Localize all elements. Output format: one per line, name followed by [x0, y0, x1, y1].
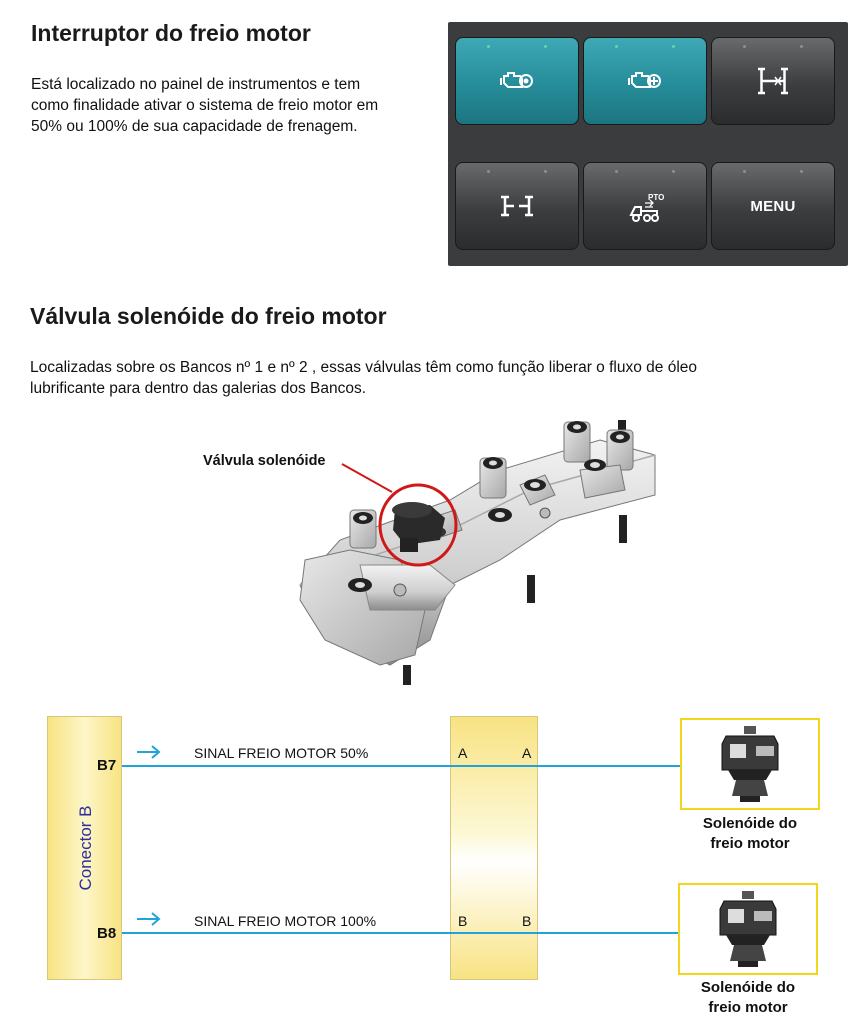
- terminal-b-right: B: [522, 913, 532, 929]
- section2-text-line2: lubrificante para dentro das galerias dos Bancos.: [30, 380, 367, 397]
- solenoid-caption-1: [680, 814, 820, 854]
- solenoid-box-1: [680, 718, 820, 810]
- axle-lock-button[interactable]: [455, 162, 579, 250]
- section2-text-line1: Localizadas sobre os Bancos nº 1 e nº 2 , essas válvulas têm como função liberar o fluxo de óleo: [30, 359, 697, 376]
- terminal-b-left: B: [458, 913, 468, 929]
- engine-brake-100-button[interactable]: [583, 37, 707, 125]
- solenoid-callout-label: Válvula solenóide: [203, 453, 326, 469]
- section1-text-line1: Está localizado no painel de instrumentos e tem: [31, 76, 361, 93]
- engine-brake-50-icon: [498, 68, 536, 94]
- differential-lock-icon: [753, 66, 793, 96]
- terminal-a-right: A: [522, 745, 532, 761]
- wire-b7: [122, 765, 682, 767]
- menu-button[interactable]: [711, 162, 835, 250]
- solenoid-box-2: [678, 883, 818, 975]
- connector-b-label: Conector B: [76, 805, 95, 891]
- solenoid-caption-2-line2: freio motor: [708, 999, 788, 1016]
- solenoid-caption-1-line2: freio motor: [710, 835, 790, 852]
- arrow-right-icon: [136, 912, 162, 926]
- pin-b7: B7: [97, 757, 117, 774]
- axle-lock-icon: [497, 193, 537, 219]
- engine-brake-50-button[interactable]: [455, 37, 579, 125]
- solenoid-caption-2: [678, 978, 818, 1018]
- menu-label: MENU: [750, 197, 796, 215]
- section1-text-line2: como finalidade ativar o sistema de freio motor em: [31, 97, 379, 114]
- terminal-a-left: A: [458, 745, 468, 761]
- engine-brake-100-icon: [626, 68, 664, 94]
- signal-label-100: SINAL FREIO MOTOR 100%: [194, 913, 377, 929]
- arrow-right-icon: [136, 745, 162, 759]
- pto-button[interactable]: [583, 162, 707, 250]
- wire-b8: [122, 932, 680, 934]
- solenoid-valve-icon: [710, 724, 790, 804]
- solenoid-valve-icon: [708, 889, 788, 969]
- solenoid-caption-1-line1: Solenóide do: [702, 815, 798, 832]
- differential-lock-button[interactable]: [711, 37, 835, 125]
- pin-b8: B8: [97, 925, 117, 942]
- section2-title: Válvula solenóide do freio motor: [30, 303, 387, 329]
- pto-label: PTO: [648, 193, 665, 202]
- pto-icon: [627, 199, 663, 223]
- section1-text-line3: 50% ou 100% de sua capacidade de frenagem.: [31, 118, 358, 135]
- switch-panel: [448, 22, 848, 266]
- signal-label-50: SINAL FREIO MOTOR 50%: [194, 745, 369, 761]
- section1-title: Interruptor do freio motor: [31, 20, 311, 46]
- solenoid-caption-2-line1: Solenóide do: [700, 979, 796, 996]
